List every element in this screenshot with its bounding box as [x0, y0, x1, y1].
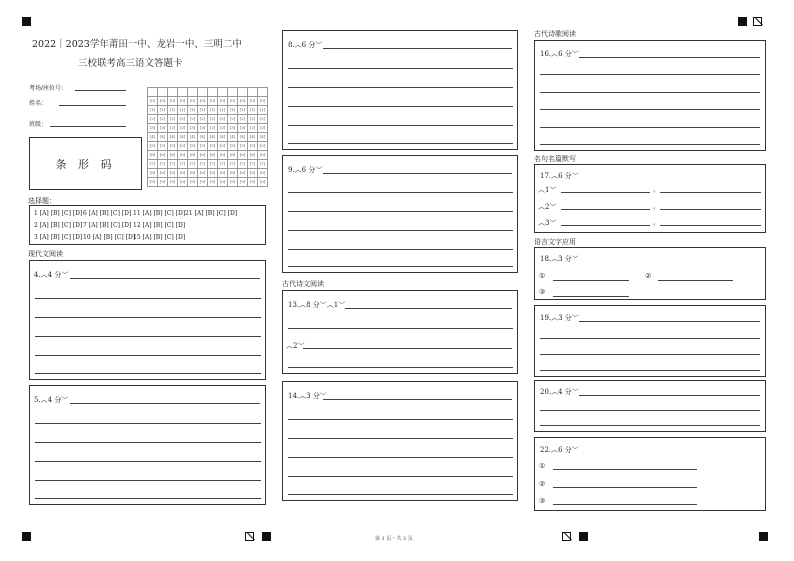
barcode-area	[29, 137, 142, 190]
comma: ，	[653, 218, 660, 226]
page-title: 2022｜2023学年莆田一中、龙岩一中、三明二中	[32, 39, 242, 50]
registration-mark	[22, 532, 31, 541]
choice-item[interactable]: 3 [A] [B] [C] [D]	[34, 234, 83, 241]
question-label-q9: 9.︵6 分︶	[288, 166, 323, 174]
id-digit-bubble[interactable]: [9]	[228, 177, 238, 186]
id-digit-bubble[interactable]: [3]	[218, 123, 228, 132]
registration-mark	[262, 532, 271, 541]
id-digit-bubble[interactable]: [3]	[248, 123, 258, 132]
id-digit-bubble[interactable]: [1]	[148, 105, 158, 114]
id-digit-bubble[interactable]: [0]	[148, 96, 158, 105]
id-digit-bubble[interactable]: [3]	[228, 123, 238, 132]
name-label: 姓名：	[29, 100, 48, 107]
id-digit-bubble[interactable]: [0]	[248, 96, 258, 105]
id-digit-bubble[interactable]: [4]	[178, 132, 188, 141]
id-digit-bubble[interactable]: [8]	[258, 168, 268, 177]
id-digit-entry-cell[interactable]	[218, 88, 228, 97]
answer-box-q4[interactable]	[29, 260, 266, 380]
section-ancient-poetry: 古代诗歌阅读	[534, 30, 576, 38]
id-digit-bubble[interactable]: [9]	[178, 177, 188, 186]
id-digit-bubble[interactable]: [9]	[238, 177, 248, 186]
id-digit-bubble[interactable]: [7]	[158, 159, 168, 168]
id-digit-bubble[interactable]: [4]	[158, 132, 168, 141]
id-digit-bubble[interactable]: [0]	[178, 96, 188, 105]
section-famous-lines: 名句名篇默写	[534, 155, 576, 163]
id-digit-bubble[interactable]: [0]	[168, 96, 178, 105]
id-digit-bubble[interactable]: [5]	[188, 141, 198, 150]
id-digit-bubble[interactable]: [8]	[168, 168, 178, 177]
id-digit-entry-cell[interactable]	[238, 88, 248, 97]
id-digit-bubble[interactable]: [6]	[208, 150, 218, 159]
choice-item[interactable]: 10 [A] [B] [C] [D]	[83, 234, 136, 241]
class-label: 班级：	[29, 121, 48, 128]
id-digit-bubble[interactable]: [6]	[178, 150, 188, 159]
question-label-q13-2: ︵2︶	[286, 342, 305, 350]
blank-label-q22-2: ②	[539, 480, 546, 488]
id-digit-bubble[interactable]: [2]	[218, 114, 228, 123]
id-digit-bubble[interactable]: [1]	[228, 105, 238, 114]
id-digit-bubble[interactable]: [0]	[258, 96, 268, 105]
section-language-use: 语言文字应用	[534, 238, 576, 246]
id-digit-bubble[interactable]: [7]	[228, 159, 238, 168]
answer-box-q14[interactable]	[282, 381, 518, 501]
blank-label-q22-1: ①	[539, 462, 546, 470]
id-digit-entry-cell[interactable]	[258, 88, 268, 97]
id-digit-bubble[interactable]: [9]	[258, 177, 268, 186]
page-number: 第 1 页・共 2 页	[375, 536, 413, 542]
id-digit-bubble[interactable]: [5]	[228, 141, 238, 150]
registration-mark	[738, 17, 747, 26]
question-label-q18: 18.︵3 分︶	[540, 255, 579, 263]
choice-item[interactable]: 11 [A] [B] [C] [D]	[133, 210, 186, 217]
question-label-q5: 5.︵4 分︶	[34, 396, 69, 404]
answer-box-q20[interactable]	[534, 380, 766, 432]
id-digit-bubble[interactable]: [4]	[258, 132, 268, 141]
registration-mark	[22, 17, 31, 26]
answer-box-q5[interactable]	[29, 385, 266, 505]
id-digit-bubble[interactable]: [5]	[198, 141, 208, 150]
blank-label-q17-3: ︵3︶	[538, 219, 557, 227]
question-label-q16: 16.︵6 分︶	[540, 50, 579, 58]
id-digit-bubble[interactable]: [3]	[238, 123, 248, 132]
question-label-q19: 19.︵3 分︶	[540, 314, 579, 322]
question-label-q20: 20.︵4 分︶	[540, 388, 579, 396]
id-digit-bubble[interactable]: [0]	[198, 96, 208, 105]
section-modern-reading: 现代文阅读	[28, 250, 63, 258]
choice-item[interactable]: 2 [A] [B] [C] [D]	[34, 222, 83, 229]
id-digit-bubble[interactable]: [9]	[218, 177, 228, 186]
id-digit-bubble[interactable]: [8]	[248, 168, 258, 177]
id-digit-bubble[interactable]: [5]	[178, 141, 188, 150]
id-digit-bubble[interactable]: [9]	[148, 177, 158, 186]
class-field[interactable]	[50, 126, 126, 127]
answer-box-q18[interactable]	[534, 247, 766, 300]
id-digit-bubble[interactable]: [3]	[208, 123, 218, 132]
registration-x-mark	[562, 532, 571, 541]
answer-box-q9[interactable]	[282, 155, 518, 273]
blank-label-q18-2: ②	[645, 272, 652, 280]
id-digit-bubble[interactable]: [1]	[168, 105, 178, 114]
id-digit-bubble[interactable]: [9]	[248, 177, 258, 186]
id-digit-bubble[interactable]: [6]	[238, 150, 248, 159]
choice-item[interactable]: 6 [A] [B] [C] [D]	[83, 210, 132, 217]
id-digit-bubble[interactable]: [4]	[228, 132, 238, 141]
id-digit-bubble[interactable]: [4]	[208, 132, 218, 141]
id-digit-bubble[interactable]: [7]	[218, 159, 228, 168]
id-digit-bubble[interactable]: [2]	[228, 114, 238, 123]
id-digit-bubble[interactable]: [5]	[208, 141, 218, 150]
id-digit-entry-cell[interactable]	[208, 88, 218, 97]
blank-label-q17-1: ︵1︶	[538, 186, 557, 194]
question-label-q14: 14.︵3 分︶	[288, 392, 327, 400]
id-digit-bubble[interactable]: [7]	[208, 159, 218, 168]
id-digit-bubble[interactable]: [7]	[248, 159, 258, 168]
answer-box-q19[interactable]	[534, 305, 766, 377]
id-digit-bubble[interactable]: [0]	[218, 96, 228, 105]
id-digit-bubble[interactable]: [4]	[188, 132, 198, 141]
id-digit-bubble[interactable]: [5]	[168, 141, 178, 150]
choice-item[interactable]: 12 [A] [B] [C] [D]	[133, 222, 186, 229]
choice-item[interactable]: 1 [A] [B] [C] [D]	[34, 210, 83, 217]
id-digit-bubble[interactable]: [8]	[228, 168, 238, 177]
id-digit-bubble[interactable]: [9]	[168, 177, 178, 186]
id-digit-bubble[interactable]: [8]	[158, 168, 168, 177]
id-digit-bubble[interactable]: [8]	[188, 168, 198, 177]
id-digit-bubble[interactable]: [7]	[148, 159, 158, 168]
id-digit-entry-cell[interactable]	[158, 88, 168, 97]
id-digit-bubble[interactable]: [8]	[218, 168, 228, 177]
id-digit-bubble[interactable]: [4]	[218, 132, 228, 141]
id-digit-bubble[interactable]: [4]	[198, 132, 208, 141]
id-digit-bubble[interactable]: [1]	[248, 105, 258, 114]
registration-x-mark	[245, 532, 254, 541]
id-digit-bubble[interactable]: [8]	[208, 168, 218, 177]
id-digit-entry-cell[interactable]	[228, 88, 238, 97]
comma: ，	[653, 202, 660, 210]
id-digit-bubble[interactable]: [7]	[198, 159, 208, 168]
id-digit-bubble[interactable]: [7]	[238, 159, 248, 168]
id-digit-bubble[interactable]: [9]	[198, 177, 208, 186]
id-digit-bubble[interactable]: [3]	[188, 123, 198, 132]
student-id-grid[interactable]	[147, 87, 268, 187]
barcode-label: 条 形 码	[55, 158, 116, 171]
id-digit-bubble[interactable]: [4]	[238, 132, 248, 141]
id-digit-bubble[interactable]: [3]	[178, 123, 188, 132]
id-digit-bubble[interactable]: [6]	[168, 150, 178, 159]
id-digit-bubble[interactable]: [1]	[218, 105, 228, 114]
comma: ，	[653, 185, 660, 193]
id-digit-bubble[interactable]: [1]	[188, 105, 198, 114]
id-digit-bubble[interactable]: [8]	[238, 168, 248, 177]
id-digit-bubble[interactable]: [6]	[258, 150, 268, 159]
id-digit-entry-cell[interactable]	[168, 88, 178, 97]
id-digit-bubble[interactable]: [5]	[258, 141, 268, 150]
question-label-q4: 4.︵4 分︶	[34, 271, 69, 279]
id-digit-bubble[interactable]: [6]	[158, 150, 168, 159]
choice-section-title: 选择题：	[28, 197, 56, 205]
id-digit-bubble[interactable]: [9]	[208, 177, 218, 186]
id-digit-bubble[interactable]: [9]	[158, 177, 168, 186]
id-digit-bubble[interactable]: [1]	[198, 105, 208, 114]
id-digit-bubble[interactable]: [2]	[258, 114, 268, 123]
id-digit-bubble[interactable]: [2]	[178, 114, 188, 123]
exam-no-label: 考场/座位号：	[29, 85, 68, 92]
id-digit-bubble[interactable]: [6]	[188, 150, 198, 159]
id-digit-bubble[interactable]: [2]	[208, 114, 218, 123]
answer-box-q17[interactable]	[534, 164, 766, 233]
id-digit-bubble[interactable]: [5]	[148, 141, 158, 150]
choice-item[interactable]: 7 [A] [B] [C] [D]	[83, 222, 132, 229]
id-digit-bubble[interactable]: [0]	[158, 96, 168, 105]
id-digit-bubble[interactable]: [2]	[188, 114, 198, 123]
id-digit-entry-cell[interactable]	[198, 88, 208, 97]
id-digit-bubble[interactable]: [5]	[218, 141, 228, 150]
id-digit-bubble[interactable]: [5]	[158, 141, 168, 150]
id-digit-bubble[interactable]: [1]	[258, 105, 268, 114]
id-digit-bubble[interactable]: [7]	[258, 159, 268, 168]
question-label-q8: 8.︵6 分︶	[288, 41, 323, 49]
id-digit-bubble[interactable]: [0]	[188, 96, 198, 105]
id-digit-bubble[interactable]: [5]	[238, 141, 248, 150]
id-digit-entry-cell[interactable]	[178, 88, 188, 97]
id-digit-bubble[interactable]: [6]	[148, 150, 158, 159]
id-digit-entry-cell[interactable]	[188, 88, 198, 97]
id-digit-bubble[interactable]: [2]	[198, 114, 208, 123]
id-digit-bubble[interactable]: [3]	[198, 123, 208, 132]
id-digit-bubble[interactable]: [1]	[158, 105, 168, 114]
blank-label-q22-3: ③	[539, 497, 546, 505]
registration-mark	[579, 532, 588, 541]
id-digit-bubble[interactable]: [1]	[238, 105, 248, 114]
id-digit-bubble[interactable]: [1]	[178, 105, 188, 114]
id-digit-bubble[interactable]: [7]	[178, 159, 188, 168]
answer-box-q22[interactable]	[534, 437, 766, 511]
id-digit-entry-cell[interactable]	[148, 88, 158, 97]
id-digit-bubble[interactable]: [6]	[248, 150, 258, 159]
choice-answer-box[interactable]	[29, 205, 266, 245]
blank-label-q17-2: ︵2︶	[538, 203, 557, 211]
id-digit-bubble[interactable]: [0]	[238, 96, 248, 105]
choice-item[interactable]: 21 [A] [B] [C] [D]	[185, 210, 238, 217]
blank-label-q18-1: ①	[539, 272, 546, 280]
id-digit-bubble[interactable]: [3]	[148, 123, 158, 132]
section-ancient-prose: 古代诗文阅读	[282, 280, 324, 288]
id-digit-bubble[interactable]: [2]	[158, 114, 168, 123]
answer-box-q16[interactable]	[534, 40, 766, 151]
id-digit-bubble[interactable]: [0]	[208, 96, 218, 105]
id-digit-bubble[interactable]: [6]	[228, 150, 238, 159]
id-digit-bubble[interactable]: [5]	[248, 141, 258, 150]
id-digit-bubble[interactable]: [6]	[218, 150, 228, 159]
id-digit-bubble[interactable]: [9]	[188, 177, 198, 186]
id-digit-bubble[interactable]: [0]	[228, 96, 238, 105]
id-digit-bubble[interactable]: [2]	[248, 114, 258, 123]
id-digit-bubble[interactable]: [8]	[198, 168, 208, 177]
name-field[interactable]	[59, 105, 126, 106]
question-label-q22: 22.︵6 分︶	[540, 446, 579, 454]
id-digit-bubble[interactable]: [8]	[148, 168, 158, 177]
id-digit-entry-cell[interactable]	[248, 88, 258, 97]
answer-box-q8[interactable]	[282, 30, 518, 150]
registration-x-mark	[753, 17, 762, 26]
id-digit-bubble[interactable]: [2]	[148, 114, 158, 123]
exam-no-field[interactable]	[75, 90, 126, 91]
id-digit-bubble[interactable]: [7]	[168, 159, 178, 168]
id-digit-bubble[interactable]: [3]	[158, 123, 168, 132]
id-digit-bubble[interactable]: [7]	[188, 159, 198, 168]
id-digit-bubble[interactable]: [4]	[248, 132, 258, 141]
page-subtitle: 三校联考高三语文答题卡	[78, 58, 183, 69]
answer-box-q13[interactable]	[282, 290, 518, 374]
id-digit-bubble[interactable]: [6]	[198, 150, 208, 159]
id-digit-bubble[interactable]: [2]	[168, 114, 178, 123]
blank-label-q18-3: ③	[539, 288, 546, 296]
question-label-q13: 13.︵8 分︶︵1︶	[288, 301, 346, 309]
id-digit-bubble[interactable]: [3]	[168, 123, 178, 132]
question-label-q17: 17.︵6 分︶	[540, 172, 579, 180]
id-digit-bubble[interactable]: [8]	[178, 168, 188, 177]
id-digit-bubble[interactable]: [2]	[238, 114, 248, 123]
registration-mark	[759, 532, 768, 541]
choice-item[interactable]: 15 [A] [B] [C] [D]	[133, 234, 186, 241]
id-digit-bubble[interactable]: [1]	[208, 105, 218, 114]
id-digit-bubble[interactable]: [4]	[168, 132, 178, 141]
id-digit-bubble[interactable]: [4]	[148, 132, 158, 141]
id-digit-bubble[interactable]: [3]	[258, 123, 268, 132]
